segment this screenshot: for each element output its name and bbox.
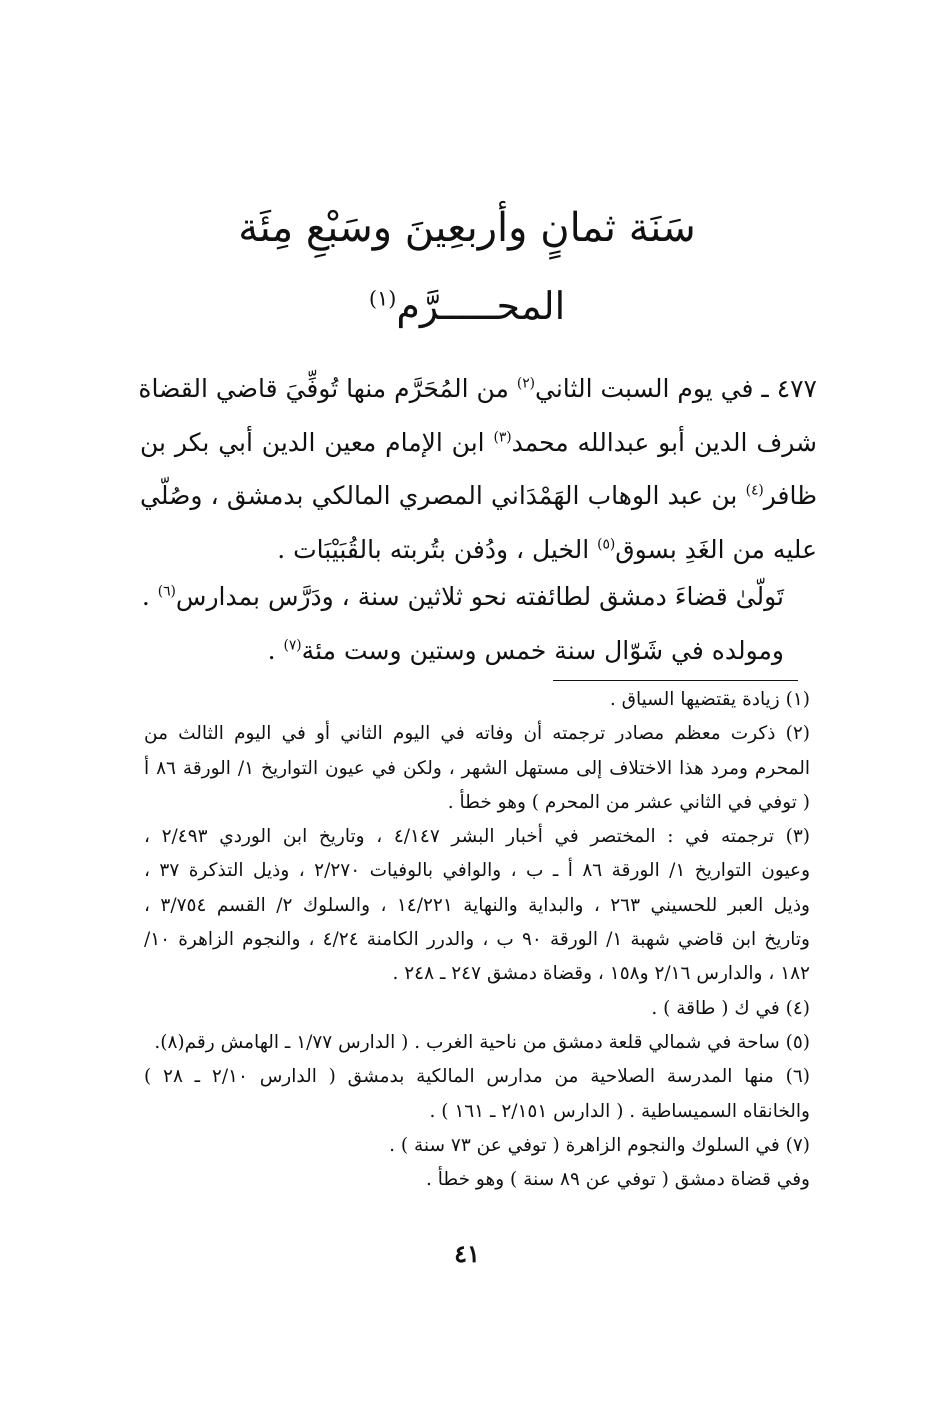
footnote-6 bbox=[144, 1060, 810, 1129]
entry-note bbox=[268, 625, 784, 677]
footnote-ref: (٥) bbox=[597, 536, 616, 553]
footnote-4 bbox=[144, 992, 810, 1026]
footnote-2 bbox=[144, 717, 810, 820]
footnote-line: (٧) في السلوك والنجوم الزاهرة ( توفي عن ٧٣ سنة ) . bbox=[389, 1134, 810, 1156]
month-heading bbox=[0, 278, 934, 334]
footnote-3 bbox=[144, 820, 810, 991]
entry-text: شرف الدين أبو عبدالله محمد bbox=[511, 427, 817, 457]
footnote-line: (٥) ساحة في شمالي قلعة دمشق من ناحية الغرب . ( الدارس ١/٧٧ ـ الهامش رقم(٨). bbox=[154, 1031, 810, 1053]
entry-text: من المُحَرَّم منها تُوفِّيَ قاضي القضاة bbox=[138, 374, 517, 403]
entry-text: ٤٧٧ ـ في يوم السبت الثاني bbox=[535, 374, 817, 403]
footnote-5 bbox=[144, 1026, 810, 1060]
year-heading: سَنَة ثمانٍ وأربعِينَ وسَبْعِ مِئَة bbox=[238, 205, 696, 251]
footnote-line: المحرم ومرد هذا الاختلاف إلى مستهل الشهر ، ولكن في عيون التواريخ ١/ الورقة ٨٦ أ bbox=[144, 757, 810, 779]
footnote-line: ( توفي في الثاني عشر من المحرم ) وهو خطأ . bbox=[447, 791, 810, 813]
footnotes bbox=[144, 683, 810, 1197]
footnote-1 bbox=[144, 683, 810, 717]
entry-text: بن عبد الوهاب الهَمْدَاني المصري المالكي بدمشق ، وصُلّي bbox=[140, 481, 746, 510]
page-number: ٤١ bbox=[454, 1239, 480, 1268]
biography-entry bbox=[140, 362, 817, 576]
footnote-line: وذيل العبر للحسيني ٢٦٣ ، والبداية والنهاية ١٤/٢٢١ ، والسلوك ٢/ القسم ٣/٧٥٤ ، bbox=[144, 894, 810, 916]
note-text: تَولّىٰ قضاءَ دمشق لطائفته نحو ثلاثين سنة ، ودَرَّس بمدارس bbox=[175, 582, 784, 611]
entry-line bbox=[140, 362, 817, 416]
footnote-line: وفي قضاة دمشق ( توفي عن ٨٩ سنة ) وهو خطأ . bbox=[426, 1169, 810, 1191]
footnote-line: والخانقاه السميساطية . ( الدارس ٢/١٥١ ـ ١٦١ ) . bbox=[429, 1100, 810, 1122]
entry-text: ظافر bbox=[763, 481, 817, 510]
entry-note bbox=[142, 571, 784, 623]
footnote-line: (٢) ذكرت معظم مصادر ترجمته أن وفاته في اليوم الثاني أو في اليوم الثالث من bbox=[144, 723, 810, 745]
footnote-ref: (٤) bbox=[745, 482, 764, 499]
entry-line bbox=[140, 523, 817, 577]
footnote-line: (١) زيادة يقتضيها السياق . bbox=[609, 689, 810, 710]
entry-line bbox=[140, 416, 817, 470]
entry-line bbox=[140, 469, 817, 523]
footnote-ref: (٣) bbox=[493, 429, 512, 446]
note-text: ومولده في شَوّال سنة خمس وستين وست مئة bbox=[301, 636, 784, 665]
footnote-separator bbox=[553, 680, 798, 681]
entry-text: الخيل ، ودُفن بتُربته بالقُبَيْبَات . bbox=[277, 534, 598, 564]
footnote-line: وتاريخ ابن قاضي شهبة ١/ الورقة ٩٠ ب ، والدرر الكامنة ٤/٢٤ ، والنجوم الزاهرة ١٠/ bbox=[144, 929, 810, 951]
footnote-ref: (٦) bbox=[157, 583, 176, 600]
note-text: . bbox=[267, 636, 284, 665]
month-heading-text: المحـــــرَّم bbox=[396, 284, 566, 328]
footnote-ref: (٢) bbox=[516, 375, 536, 392]
entry-text: ابن الإمام معين الدين أبي بكر بن bbox=[140, 427, 494, 457]
note-text: . bbox=[141, 582, 158, 611]
entry-text: عليه من الغَدِ بسوق bbox=[615, 534, 817, 564]
footnote-line: ١٨٢ ، والدارس ٢/١٦ و١٥٨ ، وقضاة دمشق ٢٤٧ ـ ٢٤٨ . bbox=[392, 963, 810, 985]
footnote-7 bbox=[144, 1129, 810, 1198]
footnote-line: (٣) ترجمته في : المختصر في أخبار البشر ٤/١٤٧ ، وتاريخ ابن الوردي ٢/٤٩٣ ، bbox=[144, 826, 810, 848]
footnote-line: (٦) منها المدرسة الصلاحية من مدارس المالكية بدمشق ( الدارس ٢/١٠ ـ ٢٨ ) bbox=[144, 1066, 810, 1088]
footnote-line: (٤) في ك ( طاقة ) . bbox=[651, 997, 810, 1019]
footnote-ref: (١) bbox=[368, 286, 397, 311]
footnote-ref: (٧) bbox=[283, 637, 302, 654]
footnote-line: وعيون التواريخ ١/ الورقة ٨٦ أ ـ ب ، والوافي بالوفيات ٢/٢٧٠ ، وذيل التذكرة ٣٧ ، bbox=[144, 860, 810, 882]
